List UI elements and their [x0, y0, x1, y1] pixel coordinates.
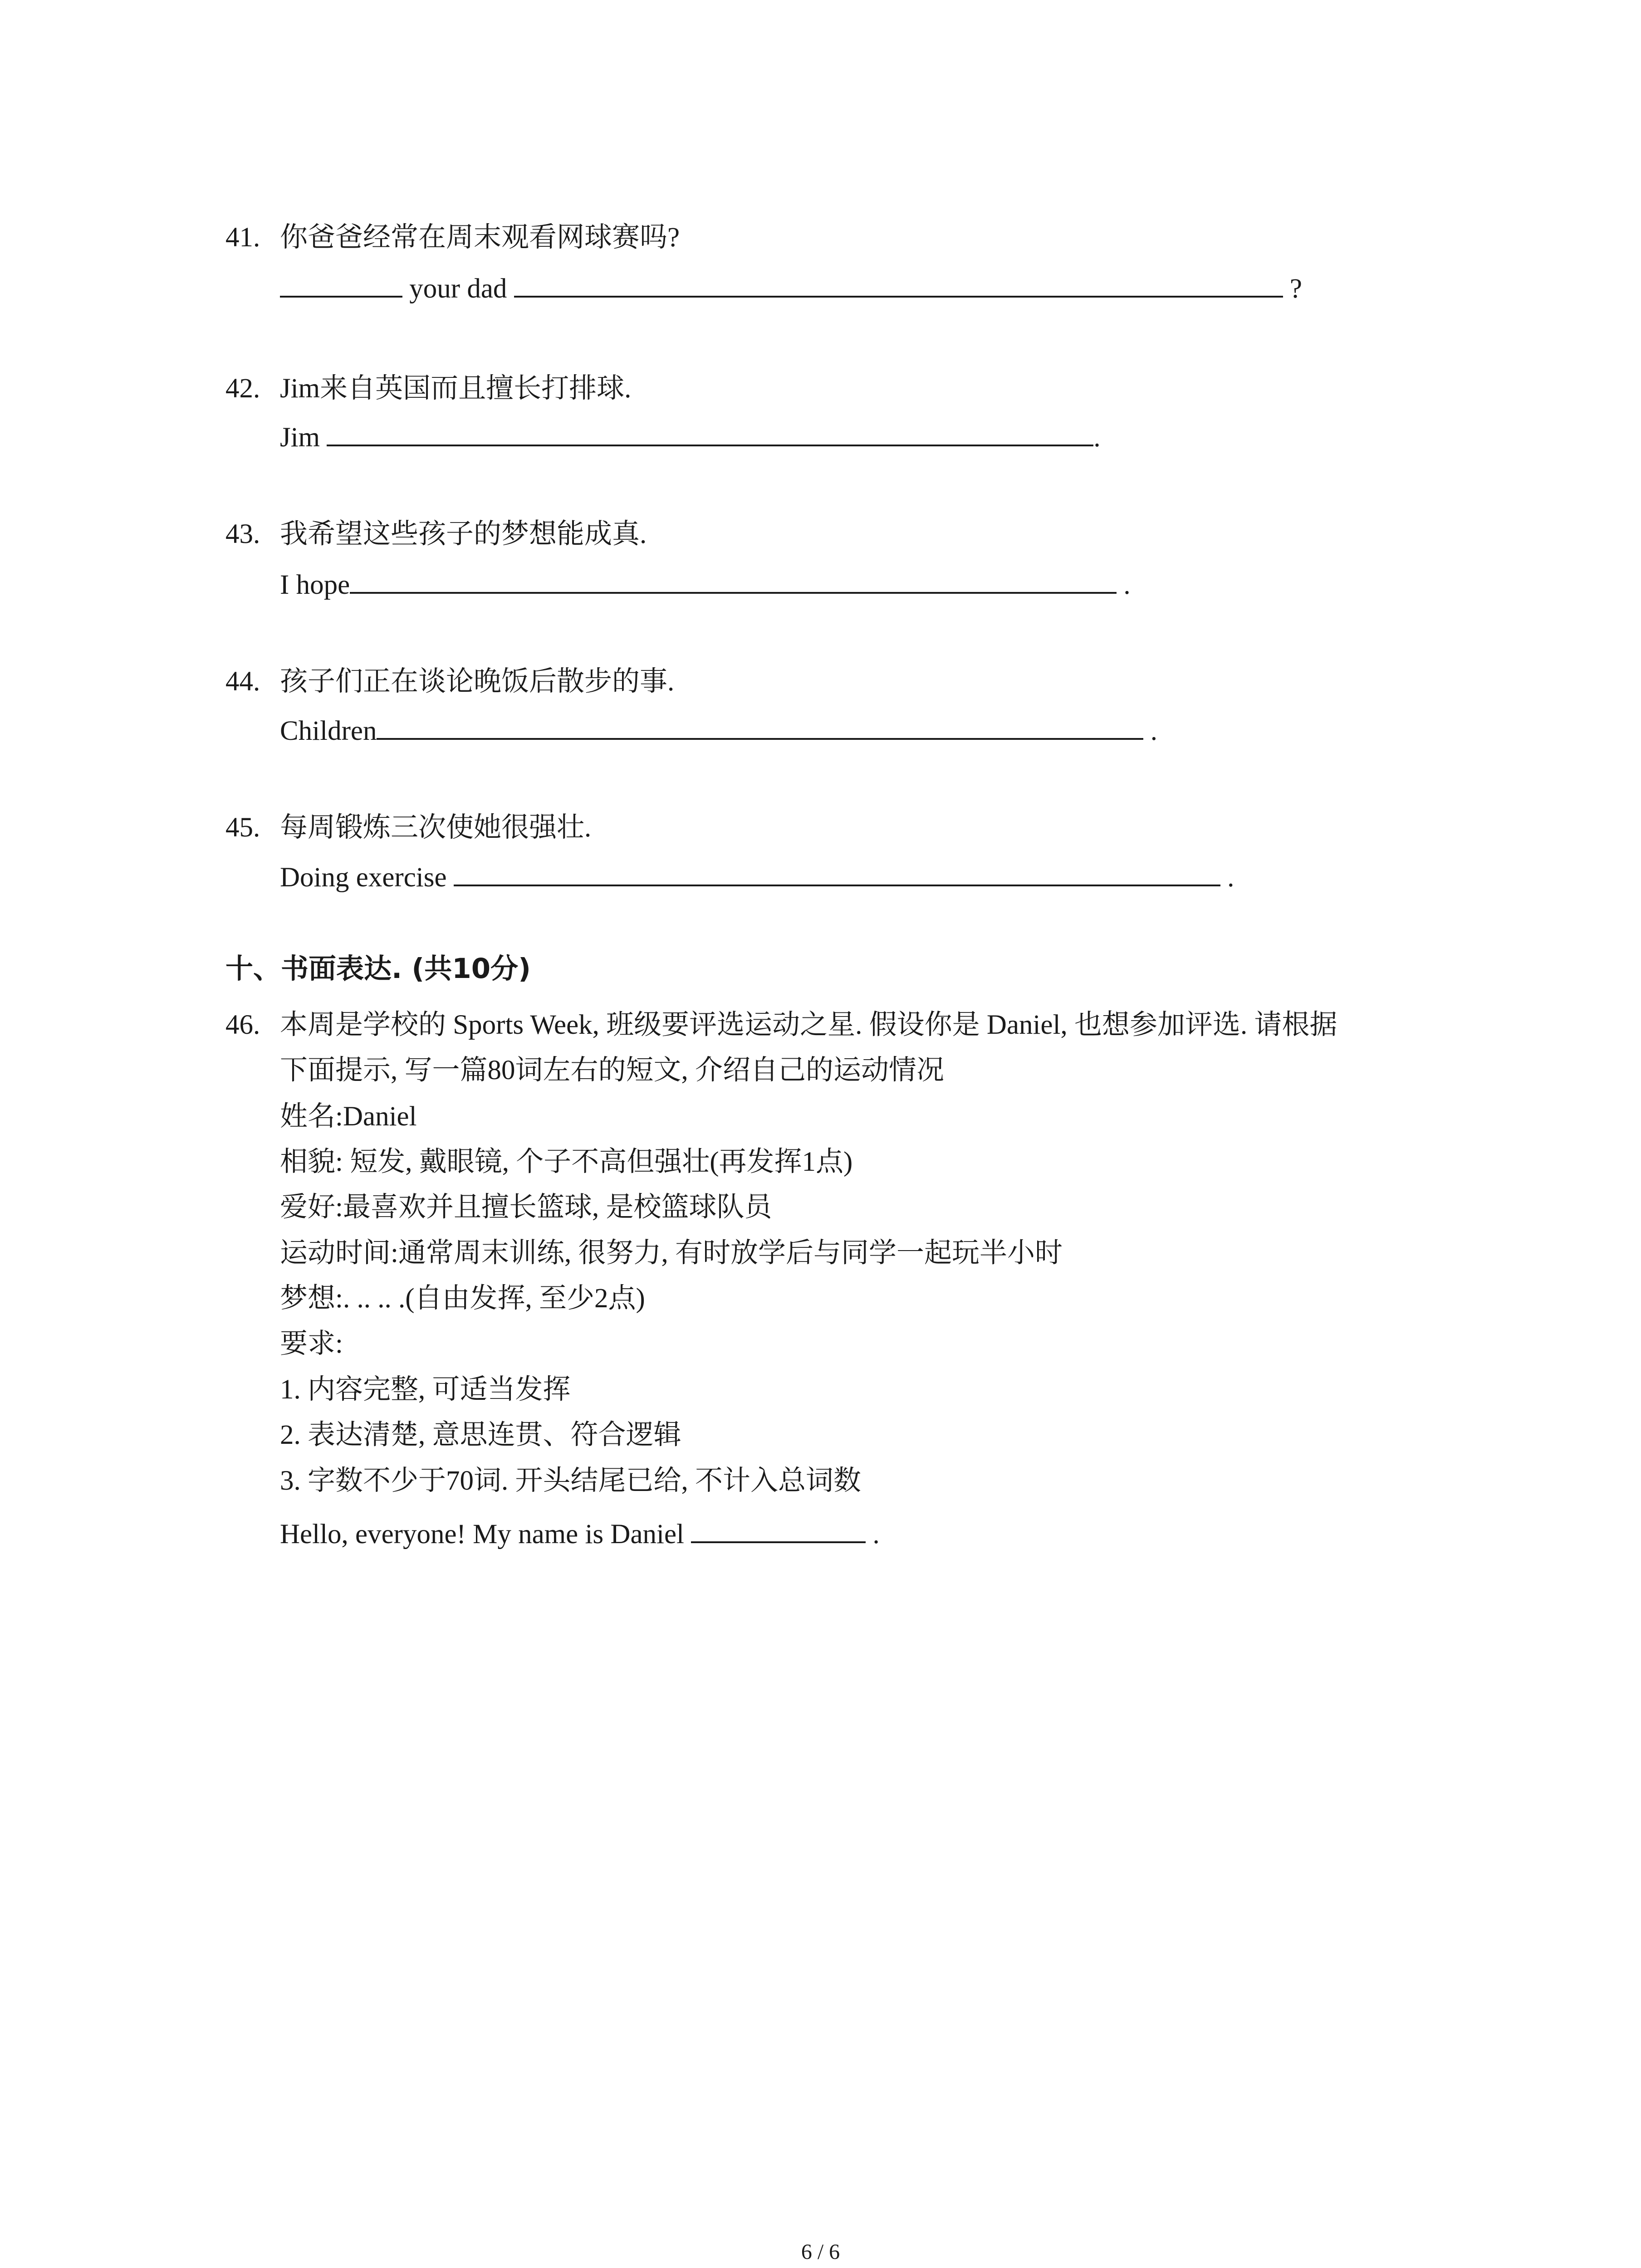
q45-answer-line	[280, 856, 1234, 896]
q46-start-text: Hello, everyone! My name is Daniel	[280, 1519, 684, 1549]
q42-start-text: Jim	[280, 422, 320, 453]
q43-prompt	[225, 516, 647, 552]
q41-blank-1[interactable]	[280, 268, 402, 298]
q44-answer-line	[280, 710, 1157, 749]
q43-answer-line	[280, 564, 1131, 603]
q43-end-mark: .	[1123, 570, 1131, 600]
q41-mid-text: your dad	[409, 274, 507, 304]
q42-blank[interactable]	[327, 416, 1093, 446]
q41-answer-line	[280, 268, 1302, 307]
q46-line-1	[225, 1007, 1337, 1043]
q43-chinese: 我希望这些孩子的梦想能成真.	[280, 519, 647, 549]
q46-hobby: 爱好:最喜欢并且擅长篮球, 是校篮球队员	[280, 1192, 772, 1222]
q45-number: 45.	[225, 812, 260, 843]
q41-chinese: 你爸爸经常在周末观看网球赛吗?	[280, 222, 680, 253]
q46-end-mark: .	[872, 1519, 880, 1549]
q46-requirement-1: 1. 内容完整, 可适当发挥	[280, 1374, 571, 1405]
q46-requirement-2: 2. 表达清楚, 意思连贯、符合逻辑	[280, 1420, 681, 1450]
q43-start-text: I hope	[280, 570, 350, 600]
q41-number: 41.	[225, 222, 260, 253]
q42-chinese: Jim来自英国而且擅长打排球.	[280, 373, 632, 404]
q46-requirement-3: 3. 字数不少于70词. 开头结尾已给, 不计入总词数	[280, 1466, 862, 1496]
section-heading: 十、书面表达. (共10分)	[225, 953, 531, 985]
q45-blank[interactable]	[454, 856, 1220, 886]
q46-requirements-title: 要求:	[280, 1329, 343, 1359]
q42-answer-line	[280, 416, 1101, 456]
q46-answer-line	[280, 1513, 880, 1553]
q42-end-mark: .	[1093, 422, 1101, 453]
q44-chinese: 孩子们正在谈论晚饭后散步的事.	[280, 666, 675, 697]
q43-blank[interactable]	[350, 564, 1117, 594]
q46-instruction-2: 下面提示, 写一篇80词左右的短文, 介绍自己的运动情况	[280, 1055, 945, 1085]
q44-start-text: Children	[280, 716, 377, 746]
page-number: 6 / 6	[801, 2240, 840, 2264]
q44-blank[interactable]	[377, 710, 1143, 740]
q44-number: 44.	[225, 666, 260, 697]
q46-blank[interactable]	[691, 1513, 866, 1543]
q46-dream: 梦想:. .. .. .(自由发挥, 至少2点)	[280, 1283, 645, 1314]
q44-end-mark: .	[1150, 716, 1157, 746]
q46-name: 姓名:Daniel	[280, 1101, 417, 1132]
q41-prompt	[225, 220, 680, 256]
q45-chinese: 每周锻炼三次使她很强壮.	[280, 812, 592, 843]
q46-appearance: 相貌: 短发, 戴眼镜, 个子不高但强壮(再发挥1点)	[280, 1147, 853, 1177]
q44-prompt	[225, 664, 674, 700]
q45-start-text: Doing exercise	[280, 862, 447, 893]
q46-number: 46.	[225, 1010, 260, 1040]
q46-time: 运动时间:通常周末训练, 很努力, 有时放学后与同学一起玩半小时	[280, 1238, 1063, 1268]
q41-end-mark: ?	[1289, 274, 1302, 304]
q41-blank-2[interactable]	[514, 268, 1283, 298]
q42-prompt	[225, 371, 631, 407]
q42-number: 42.	[225, 373, 260, 404]
q45-end-mark: .	[1227, 862, 1234, 893]
q46-instruction-1: 本周是学校的 Sports Week, 班级要评选运动之星. 假设你是 Daniel, 也想参加评选. 请根据	[280, 1010, 1337, 1040]
q43-number: 43.	[225, 519, 260, 549]
q45-prompt	[225, 810, 591, 846]
